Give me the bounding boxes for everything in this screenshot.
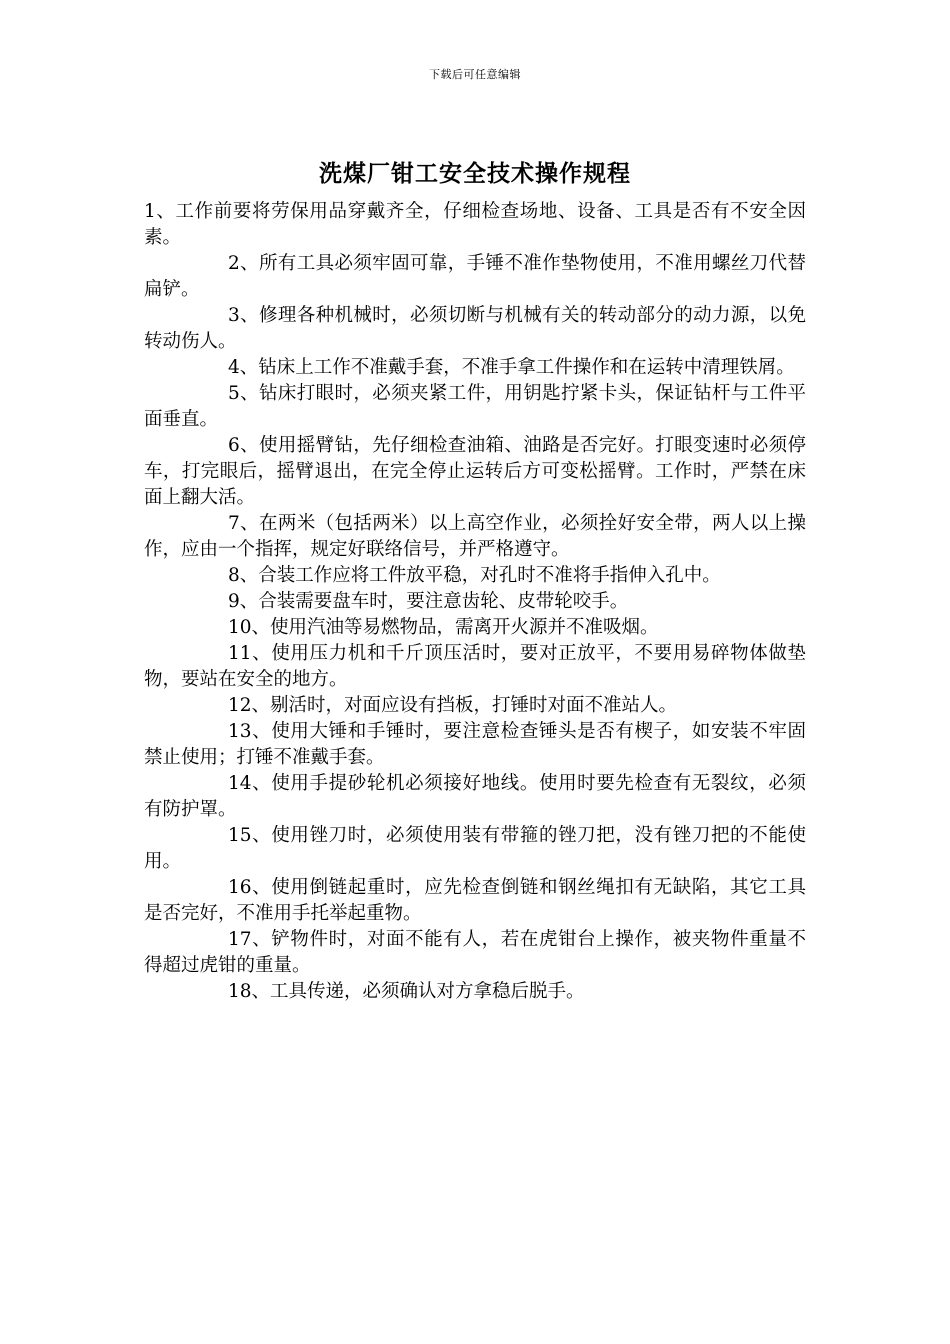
rule-item: 15、使用锉刀时，必须使用装有带箍的锉刀把，没有锉刀把的不能使用。 [144,825,806,872]
rule-item: 10、使用汽油等易燃物品，需离开火源并不准吸烟。 [228,617,659,638]
rule-item: 14、使用手提砂轮机必须接好地线。使用时要先检查有无裂纹，必须有防护罩。 [144,773,806,820]
rule-item: 16、使用倒链起重时，应先检查倒链和钢丝绳扣有无缺陷，其它工具是否完好，不准用手托举起重物。 [144,877,806,924]
rules-list [144,199,806,1005]
rule-item: 8、合装工作应将工件放平稳，对孔时不准将手指伸入孔中。 [228,565,721,586]
rule-item: 2、所有工具必须牢固可靠，手锤不准作垫物使用，不准用螺丝刀代替扁铲。 [144,253,806,300]
rule-item: 11、使用压力机和千斤顶压活时，要对正放平，不要用易碎物体做垫物，要站在安全的地方。 [144,643,806,690]
rule-item: 12、剔活时，对面应设有挡板，打锤时对面不准站人。 [228,695,678,716]
rule-item: 18、工具传递，必须确认对方拿稳后脱手。 [228,981,585,1002]
rule-item: 4、钻床上工作不准戴手套，不准手拿工件操作和在运转中清理铁屑。 [228,357,795,378]
rule-item: 1、工作前要将劳保用品穿戴齐全，仔细检查场地、设备、工具是否有不安全因素。 [144,201,806,248]
rule-item: 17、铲物件时，对面不能有人，若在虎钳台上操作，被夹物件重量不得超过虎钳的重量。 [144,929,806,976]
rule-item: 6、使用摇臂钻，先仔细检查油箱、油路是否完好。打眼变速时必须停车，打完眼后，摇臂退出，在完全停止运转后方可变松摇臂。工作时，严禁在床面上翻大活。 [144,435,806,508]
rule-item: 5、钻床打眼时，必须夹紧工件，用钥匙拧紧卡头，保证钻杆与工件平面垂直。 [144,383,806,430]
header-note: 下载后可任意编辑 [429,68,521,81]
rule-item: 9、合装需要盘车时，要注意齿轮、皮带轮咬手。 [228,591,629,612]
rule-item: 7、在两米（包括两米）以上高空作业，必须拴好安全带，两人以上操作，应由一个指挥，规定好联络信号，并严格遵守。 [144,513,806,560]
rule-item: 3、修理各种机械时，必须切断与机械有关的转动部分的动力源，以免转动伤人。 [144,305,806,352]
document-title: 洗煤厂钳工安全技术操作规程 [319,160,631,187]
rule-item: 13、使用大锤和手锤时，要注意检查锤头是否有楔子，如安装不牢固禁止使用；打锤不准戴手套。 [144,721,806,768]
